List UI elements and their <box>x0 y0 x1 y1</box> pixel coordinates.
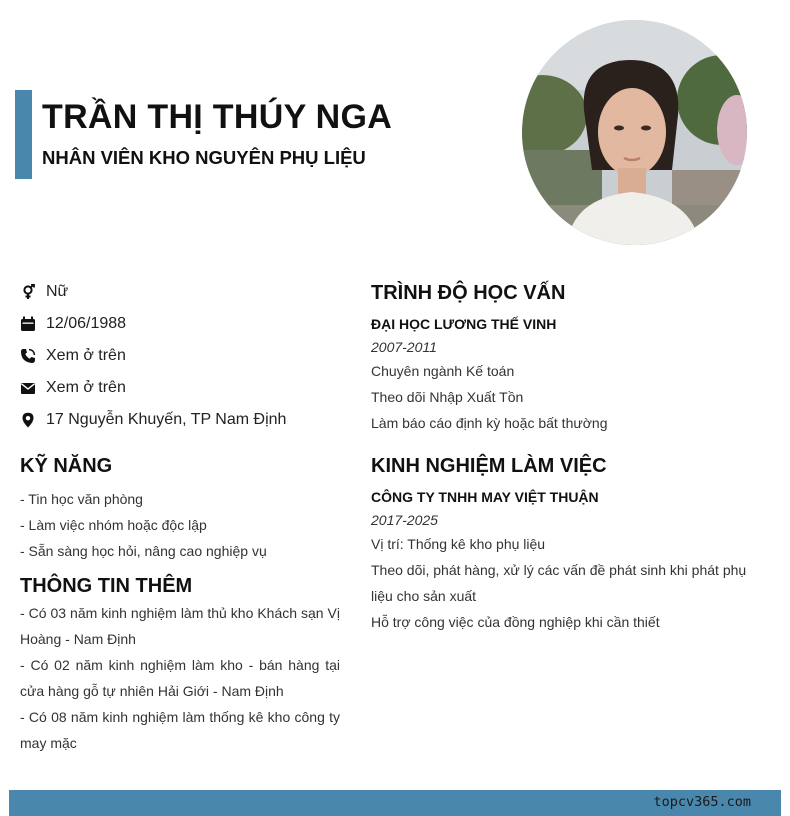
contact-birthday <box>20 308 350 340</box>
experience-section <box>371 485 761 635</box>
experience-line: Theo dõi, phát hàng, xử lý các vấn đề phát sinh khi phát phụ liệu cho sản xuất <box>371 562 747 604</box>
contact-text: 12/06/1988 <box>46 315 127 332</box>
education-line: Theo dõi Nhập Xuất Tồn <box>371 389 524 405</box>
skills-title: KỸ NĂNG <box>20 455 113 477</box>
contact-text: Xem ở trên <box>46 379 126 396</box>
contact-text: Nữ <box>46 283 69 300</box>
footer-watermark: topcv365.com <box>653 794 751 810</box>
extra-info-item: - Có 08 năm kinh nghiệm làm thống kê kho công ty may mặc <box>20 709 340 751</box>
extra-info-list <box>20 600 340 756</box>
experience-title: KINH NGHIỆM LÀM VIỆC <box>371 455 607 477</box>
contact-list <box>20 276 350 436</box>
company-name: CÔNG TY TNHH MAY VIỆT THUẬN <box>371 489 599 505</box>
gender-icon <box>20 284 36 300</box>
location-icon <box>20 412 36 428</box>
profile-photo <box>522 20 747 245</box>
contact-phone <box>20 340 350 372</box>
education-line: Làm báo cáo định kỳ hoặc bất thường <box>371 415 608 431</box>
skill-item: - Sẵn sàng học hỏi, nâng cao nghiệp vụ <box>20 543 267 559</box>
header-accent-bar <box>15 90 32 179</box>
extra-info-title: THÔNG TIN THÊM <box>20 575 193 597</box>
education-line: Chuyên ngành Kế toán <box>371 363 515 379</box>
extra-info-item: - Có 02 năm kinh nghiệm làm kho - bán hàng tại cửa hàng gỗ tự nhiên Hải Giới - Nam Định <box>20 657 340 699</box>
calendar-icon <box>20 316 36 332</box>
extra-info-item: - Có 03 năm kinh nghiệm làm thủ kho Khách sạn Vị Hoàng - Nam Định <box>20 605 340 647</box>
footer-bar <box>9 790 781 816</box>
contact-gender <box>20 276 350 308</box>
skill-item: - Tin học văn phòng <box>20 491 143 507</box>
experience-line: Hỗ trợ công việc của đồng nghiệp khi cần thiết <box>371 614 660 630</box>
education-title: TRÌNH ĐỘ HỌC VẤN <box>371 282 566 304</box>
skill-item: - Làm việc nhóm hoặc độc lập <box>20 517 207 533</box>
experience-period: 2017-2025 <box>371 512 438 528</box>
education-section <box>371 312 761 436</box>
job-title: NHÂN VIÊN KHO NGUYÊN PHỤ LIỆU <box>42 147 366 168</box>
candidate-name: TRẦN THỊ THÚY NGA <box>42 98 393 136</box>
experience-line: Vị trí: Thống kê kho phụ liệu <box>371 536 546 552</box>
mail-icon <box>20 380 36 396</box>
contact-address <box>20 404 350 436</box>
skills-list <box>20 486 340 564</box>
contact-text: 17 Nguyễn Khuyến, TP Nam Định <box>46 411 287 428</box>
contact-text: Xem ở trên <box>46 347 126 364</box>
school-name: ĐẠI HỌC LƯƠNG THẾ VINH <box>371 316 557 332</box>
phone-icon <box>20 348 36 364</box>
education-period: 2007-2011 <box>371 339 437 355</box>
contact-email <box>20 372 350 404</box>
